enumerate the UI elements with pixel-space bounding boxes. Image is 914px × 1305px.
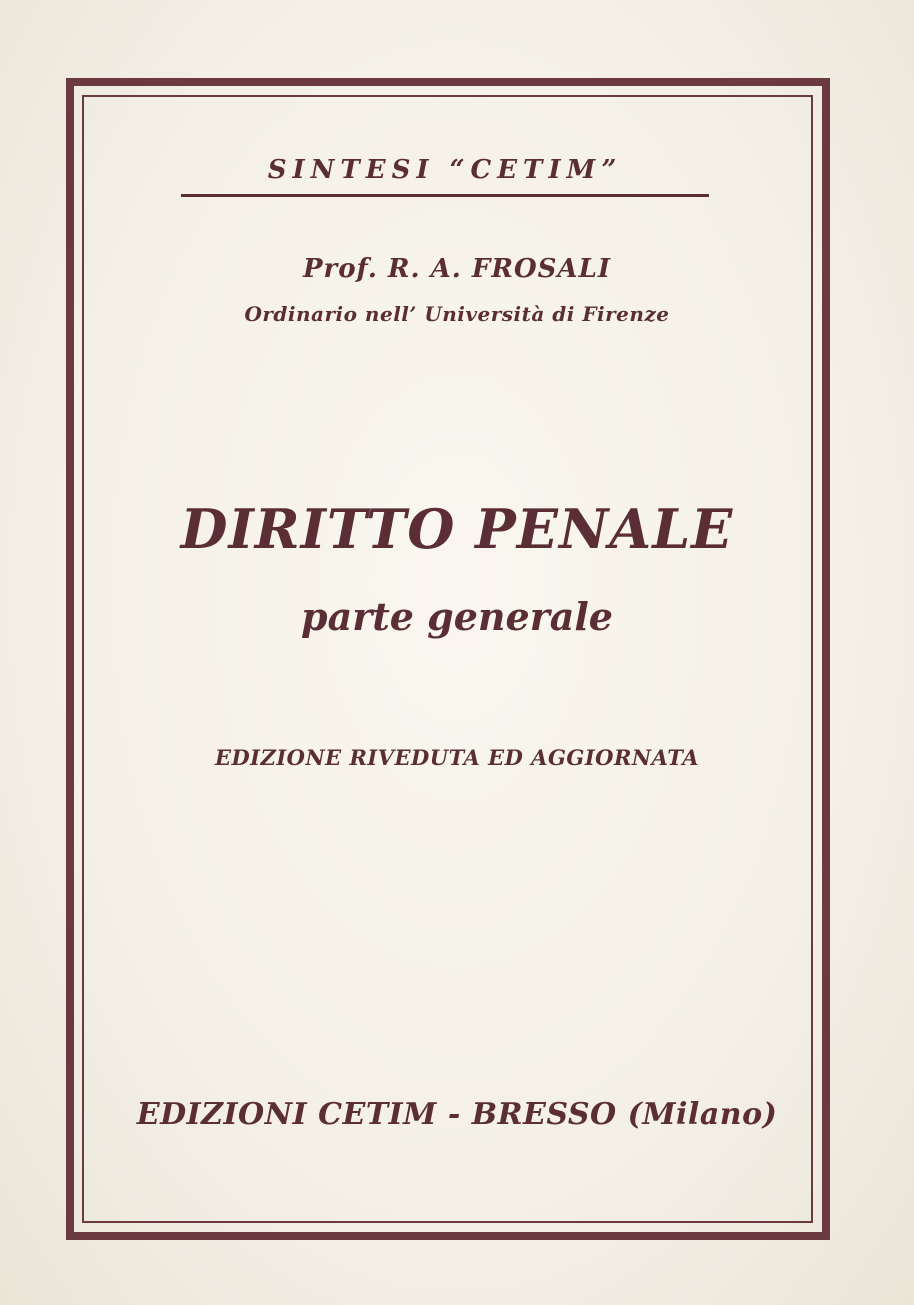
author-affiliation: Ordinario nell’ Università di Firenze <box>244 302 670 326</box>
book-subtitle: parte generale <box>301 594 613 639</box>
edition-note: EDIZIONE RIVEDUTA ED AGGIORNATA <box>214 745 700 770</box>
book-title: DIRITTO PENALE <box>180 497 734 561</box>
author-name: Prof. R. A. FROSALI <box>302 254 612 284</box>
series-underline <box>181 194 709 197</box>
series-name: SINTESI “CETIM” <box>267 155 623 185</box>
publisher-imprint: EDIZIONI CETIM - BRESSO (Milano) <box>136 1097 778 1132</box>
